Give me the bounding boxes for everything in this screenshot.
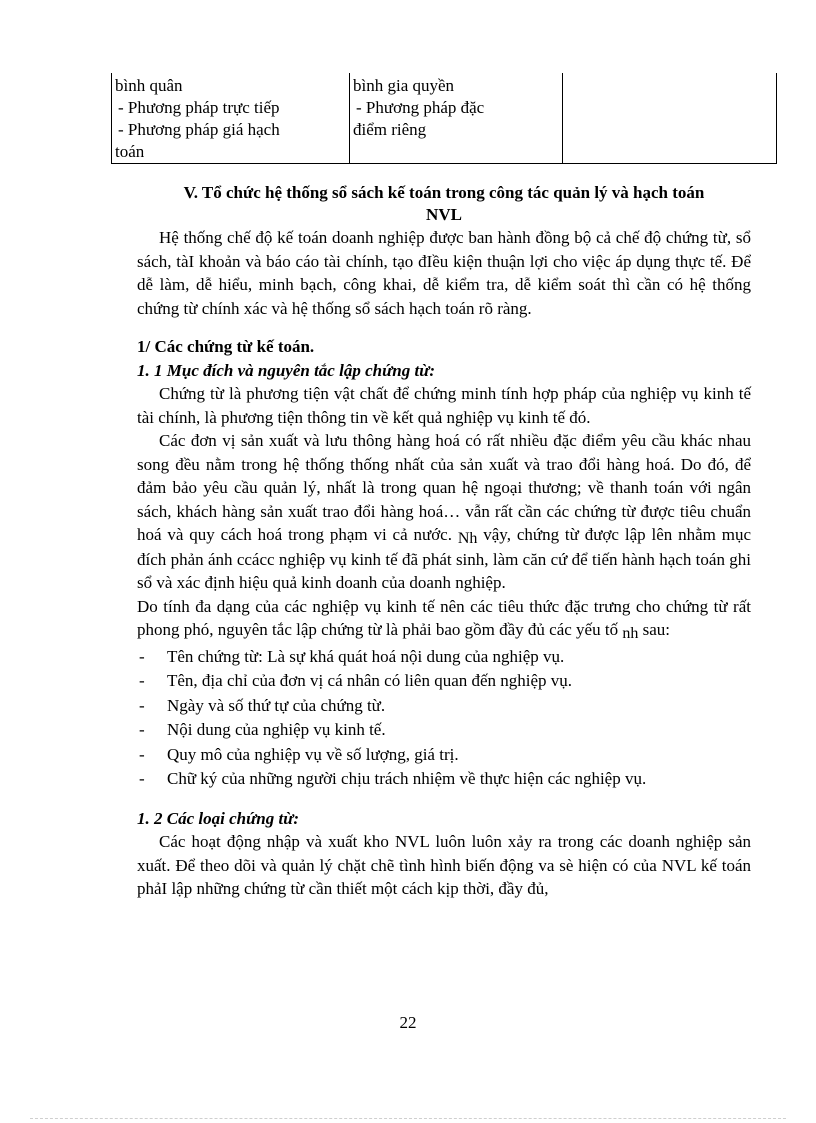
table-text: điểm riêng xyxy=(353,120,427,139)
table-cell-col2 xyxy=(350,73,563,164)
table-cell-col1 xyxy=(112,73,350,164)
page-number: 22 xyxy=(399,1013,417,1032)
continuation-table xyxy=(111,73,777,164)
subsection-1-2-title: 1. 2 Các loại chứng từ: xyxy=(137,808,300,828)
table-text: - Phương pháp trực tiếp xyxy=(118,98,280,117)
paragraph-2: Các đơn vị sản xuất và lưu thông hàng hoá có rất nhiều đặc điểm yêu cầu khác nhau song đều nằm trong hệ thống thống nhất của sản xuất và trao đổi hàng hoá. Do đó, để đảm bảo yêu cầu quản lý, nhất là trong quan hệ ngoại thương; về thanh toán với ngân sách, khách hàng sản xuất trao đổi hàng hoá… vẫn rất cần các chứng từ được tiêu chuẩn hoá và quy cách hoá trong phạm vi cả nước. Nh vậy, chứng từ được lập lên nhằm mục đích phản ánh ccácc nghiệp vụ kinh tế đã phát sinh, làm căn cứ để tiến hành hạch toán ghi sổ và xác định hiệu quả kinh doanh của doanh nghiệp. xyxy=(137,431,751,592)
paragraph-4: Các hoạt động nhập và xuất kho NVL luôn luôn xảy ra trong các doanh nghiệp sản xuất. Để theo dõi và quản lý chặt chẽ tình hình biến động va sè hiện có của NVL kế toán phảI lập những chứng từ cần thiết một cách kịp thời, đầy đủ, xyxy=(137,832,751,898)
section-v-intro: Hệ thống chế độ kế toán doanh nghiệp được ban hành đồng bộ cả chế độ chứng từ, sổ sách, tàI khoản và báo cáo tài chính, tạo đIều kiện thuận lợi cho việc áp dụng thực tế. Để dễ làm, dễ hiểu, minh bạch, công khai, dễ kiểm tra, dễ kiểm soát thì cần có hệ thống chứng từ chính xác và hệ thống sổ sách hạch toán rõ ràng. xyxy=(137,228,751,318)
table-text: bình quân xyxy=(115,76,183,95)
list-item: - Ngày và số thứ tự của chứng từ. xyxy=(139,695,386,715)
subsection-1-1-title: 1. 1 Mục đích và nguyên tắc lập chứng từ: xyxy=(137,360,436,380)
paragraph-3: Do tính đa dạng của các nghiệp vụ kinh tế nên các tiêu thức đặc trưng cho chứng từ rất phong phó, nguyên tắc lập chứng từ là phải bao gồm đầy đủ các yếu tố nh sau: xyxy=(137,596,751,642)
table-text: bình gia quyền xyxy=(353,76,455,95)
paragraph-1: Chứng từ là phương tiện vật chất để chứng minh tính hợp pháp của nghiệp vụ kinh tế tài chính, là phương tiện thông tin về kết quả nghiệp vụ kinh tế đó. xyxy=(137,384,751,427)
list-item: - Tên, địa chỉ của đơn vị cá nhân có liên quan đến nghiệp vụ. xyxy=(139,671,573,690)
table-text: toán xyxy=(115,142,145,161)
table-cell-col3 xyxy=(563,73,777,164)
table-text: - Phương pháp đặc xyxy=(356,98,485,117)
requirements-list xyxy=(137,645,751,792)
table-text: - Phương pháp giá hạch xyxy=(118,120,280,139)
list-item: - Nội dung của nghiệp vụ kinh tế. xyxy=(139,720,386,739)
list-item: - Chữ ký của những người chịu trách nhiệm về thực hiện các nghiệp vụ. xyxy=(139,769,647,788)
list-item: - Tên chứng từ: Là sự khá quát hoá nội dung của nghiệp vụ. xyxy=(139,646,565,666)
section-v-title: V. Tổ chức hệ thống sổ sách kế toán trong công tác quản lý và hạch toán NVL xyxy=(183,183,705,224)
list-item: - Quy mô của nghiệp vụ về số lượng, giá trị. xyxy=(139,744,459,764)
footer-divider xyxy=(30,1118,786,1119)
section-1-title: 1/ Các chứng từ kế toán. xyxy=(137,337,315,356)
main-content xyxy=(137,182,751,901)
